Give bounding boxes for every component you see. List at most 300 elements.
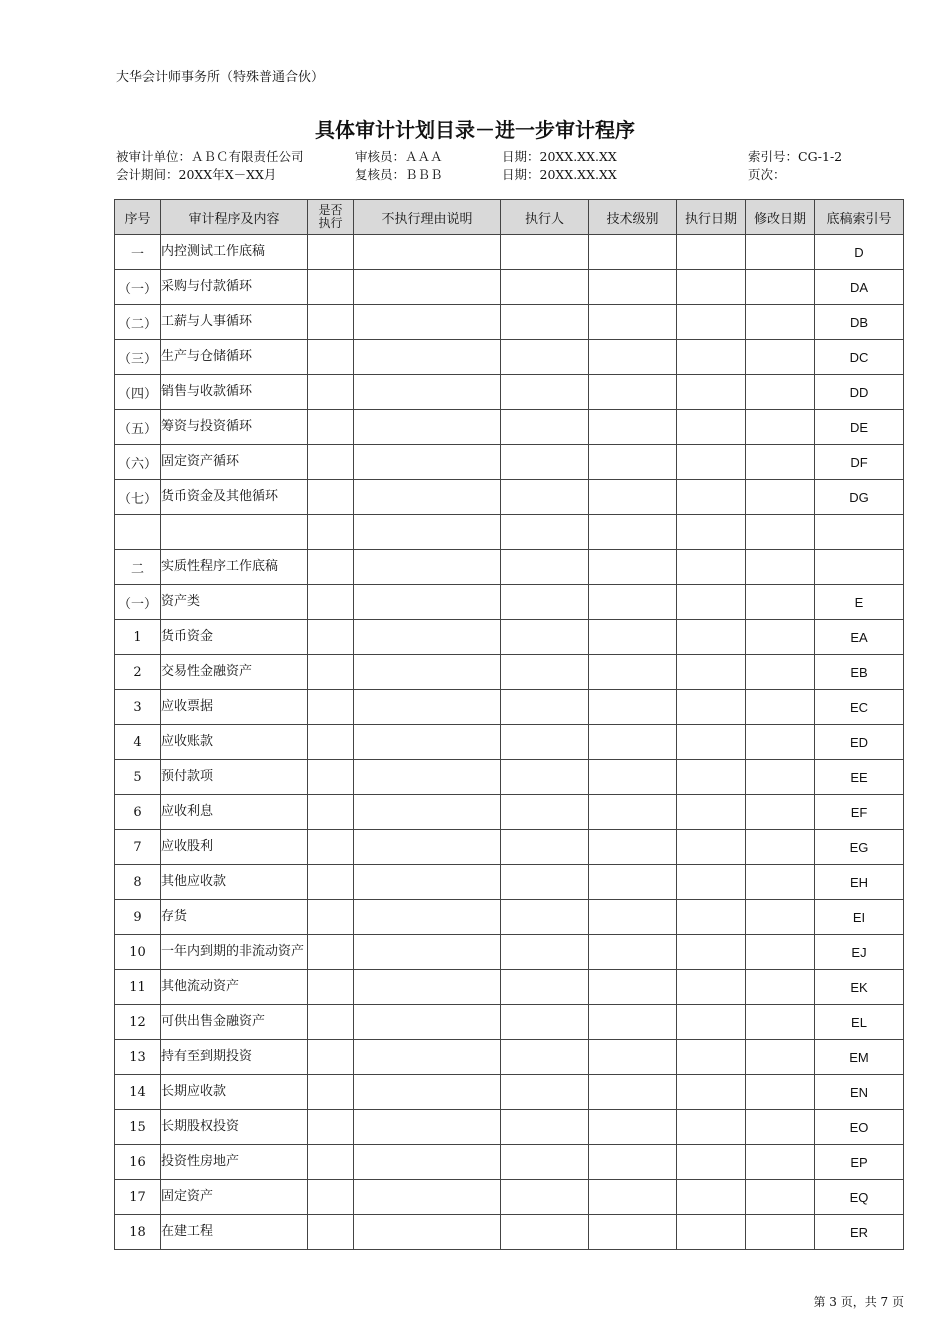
cell-mod-date [746,550,815,585]
col-header-exec-date: 执行日期 [677,200,746,235]
cell-executed [308,375,354,410]
cell-procedure: 其他流动资产 [161,970,308,1005]
cell-seq: （六） [115,445,161,480]
table-row [115,1040,904,1075]
cell-workpaper-index: EC [815,690,904,725]
cell-reason [354,445,501,480]
cell-seq: 7 [115,830,161,865]
table-row [115,340,904,375]
cell-procedure: 存货 [161,900,308,935]
table-row [115,270,904,305]
cell-seq: 5 [115,760,161,795]
table-row [115,1215,904,1250]
table-row [115,620,904,655]
cell-reason [354,655,501,690]
cell-executor [501,1005,589,1040]
cell-reason [354,1145,501,1180]
cell-workpaper-index: DF [815,445,904,480]
cell-executed [308,865,354,900]
col-header-executed: 是否 执行 [308,200,354,235]
cell-executed [308,1180,354,1215]
cell-reason [354,1110,501,1145]
cell-seq: 2 [115,655,161,690]
cell-tech-level [589,445,677,480]
cell-reason [354,515,501,550]
cell-seq: 11 [115,970,161,1005]
cell-reason [354,305,501,340]
cell-procedure: 资产类 [161,585,308,620]
cell-mod-date [746,445,815,480]
cell-workpaper-index: EJ [815,935,904,970]
cell-tech-level [589,410,677,445]
cell-executed [308,410,354,445]
cell-tech-level [589,1040,677,1075]
cell-seq: 14 [115,1075,161,1110]
cell-procedure: 交易性金融资产 [161,655,308,690]
cell-procedure [161,515,308,550]
cell-procedure: 工薪与人事循环 [161,305,308,340]
cell-workpaper-index: EB [815,655,904,690]
cell-executed [308,585,354,620]
cell-seq: 一 [115,235,161,270]
cell-procedure: 预付款项 [161,760,308,795]
cell-executed [308,1040,354,1075]
cell-reason [354,270,501,305]
cell-exec-date [677,900,746,935]
table-row [115,1075,904,1110]
cell-executor [501,935,589,970]
cell-procedure: 应收股利 [161,830,308,865]
cell-executor [501,375,589,410]
cell-exec-date [677,480,746,515]
cell-seq [115,515,161,550]
cell-reason [354,935,501,970]
cell-tech-level [589,1145,677,1180]
cell-seq: （一） [115,270,161,305]
cell-seq: 17 [115,1180,161,1215]
cell-workpaper-index: DB [815,305,904,340]
cell-exec-date [677,1215,746,1250]
cell-reason [354,1215,501,1250]
cell-reason [354,1180,501,1215]
cell-exec-date [677,305,746,340]
cell-executed [308,900,354,935]
cell-exec-date [677,585,746,620]
cell-tech-level [589,900,677,935]
cell-exec-date [677,410,746,445]
cell-tech-level [589,550,677,585]
cell-mod-date [746,340,815,375]
cell-tech-level [589,725,677,760]
cell-executed [308,620,354,655]
cell-executor [501,270,589,305]
cell-executor [501,760,589,795]
cell-executed [308,550,354,585]
cell-workpaper-index: ER [815,1215,904,1250]
cell-seq: 1 [115,620,161,655]
col-header-procedure: 审计程序及内容 [161,200,308,235]
cell-reason [354,1075,501,1110]
cell-procedure: 实质性程序工作底稿 [161,550,308,585]
cell-reason [354,585,501,620]
cell-seq: 12 [115,1005,161,1040]
table-row [115,1005,904,1040]
cell-executed [308,305,354,340]
cell-seq: 18 [115,1215,161,1250]
cell-procedure: 应收账款 [161,725,308,760]
cell-executor [501,1040,589,1075]
cell-workpaper-index: EH [815,865,904,900]
cell-executed [308,1145,354,1180]
cell-mod-date [746,270,815,305]
cell-exec-date [677,270,746,305]
cell-exec-date [677,830,746,865]
cell-workpaper-index: DD [815,375,904,410]
cell-workpaper-index: EG [815,830,904,865]
cell-exec-date [677,235,746,270]
cell-tech-level [589,655,677,690]
cell-tech-level [589,305,677,340]
cell-executor [501,1110,589,1145]
cell-exec-date [677,1075,746,1110]
cell-mod-date [746,305,815,340]
table-row [115,480,904,515]
cell-mod-date [746,970,815,1005]
cell-procedure: 在建工程 [161,1215,308,1250]
cell-mod-date [746,760,815,795]
cell-executor [501,795,589,830]
audit-procedure-table [114,199,904,1250]
cell-workpaper-index: DC [815,340,904,375]
cell-procedure: 筹资与投资循环 [161,410,308,445]
cell-reason [354,970,501,1005]
cell-seq: 15 [115,1110,161,1145]
cell-mod-date [746,655,815,690]
cell-mod-date [746,865,815,900]
cell-mod-date [746,830,815,865]
col-header-workpaper-index: 底稿索引号 [815,200,904,235]
cell-executor [501,305,589,340]
cell-mod-date [746,795,815,830]
cell-reason [354,795,501,830]
auditee-field: 被审计单位：ＡＢＣ有限责任公司 [116,149,304,164]
col-header-mod-date: 修改日期 [746,200,815,235]
cell-executor [501,620,589,655]
table-row [115,725,904,760]
cell-mod-date [746,410,815,445]
cell-reason [354,480,501,515]
cell-tech-level [589,235,677,270]
cell-procedure: 投资性房地产 [161,1145,308,1180]
table-row [115,655,904,690]
cell-seq: （一） [115,585,161,620]
cell-tech-level [589,1215,677,1250]
table-row [115,1180,904,1215]
cell-reason [354,865,501,900]
cell-workpaper-index [815,550,904,585]
page-footer: 第 3 页，共 7 页 [813,1295,904,1309]
cell-executed [308,480,354,515]
cell-tech-level [589,970,677,1005]
cell-mod-date [746,900,815,935]
cell-executor [501,1075,589,1110]
cell-executed [308,655,354,690]
cell-procedure: 固定资产循环 [161,445,308,480]
table-row [115,795,904,830]
cell-mod-date [746,1005,815,1040]
cell-procedure: 持有至到期投资 [161,1040,308,1075]
cell-executed [308,270,354,305]
cell-tech-level [589,480,677,515]
cell-procedure: 固定资产 [161,1180,308,1215]
table-row [115,305,904,340]
cell-executed [308,725,354,760]
cell-executed [308,1215,354,1250]
cell-exec-date [677,375,746,410]
cell-tech-level [589,690,677,725]
cell-mod-date [746,1145,815,1180]
cell-workpaper-index: DG [815,480,904,515]
cell-procedure: 其他应收款 [161,865,308,900]
col-header-reason: 不执行理由说明 [354,200,501,235]
cell-procedure: 可供出售金融资产 [161,1005,308,1040]
cell-seq: 二 [115,550,161,585]
cell-exec-date [677,445,746,480]
table-row [115,585,904,620]
recheck-date-field: 日期：20XX.XX.XX [502,167,617,182]
cell-procedure: 销售与收款循环 [161,375,308,410]
table-row [115,1110,904,1145]
cell-reason [354,1040,501,1075]
cell-executed [308,1005,354,1040]
cell-executor [501,340,589,375]
cell-executed [308,935,354,970]
table-row [115,760,904,795]
cell-executor [501,585,589,620]
cell-seq: 8 [115,865,161,900]
cell-executed [308,970,354,1005]
cell-workpaper-index: DA [815,270,904,305]
page-number-field: 页次： [748,167,786,182]
cell-executed [308,830,354,865]
cell-mod-date [746,620,815,655]
cell-exec-date [677,970,746,1005]
cell-tech-level [589,515,677,550]
cell-exec-date [677,550,746,585]
col-header-tech-level: 技术级别 [589,200,677,235]
cell-exec-date [677,1110,746,1145]
cell-mod-date [746,1180,815,1215]
cell-seq: 6 [115,795,161,830]
table-row [115,1145,904,1180]
cell-tech-level [589,1110,677,1145]
cell-executed [308,340,354,375]
cell-reason [354,620,501,655]
cell-workpaper-index: EL [815,1005,904,1040]
cell-exec-date [677,1180,746,1215]
cell-executed [308,515,354,550]
cell-procedure: 内控测试工作底稿 [161,235,308,270]
cell-procedure: 货币资金及其他循环 [161,480,308,515]
cell-mod-date [746,935,815,970]
cell-tech-level [589,830,677,865]
cell-executed [308,1110,354,1145]
cell-procedure: 长期股权投资 [161,1110,308,1145]
review-date-field: 日期：20XX.XX.XX [502,149,617,164]
cell-workpaper-index: EK [815,970,904,1005]
cell-seq: （五） [115,410,161,445]
cell-exec-date [677,795,746,830]
cell-executor [501,725,589,760]
cell-workpaper-index: EI [815,900,904,935]
table-row [115,410,904,445]
cell-reason [354,340,501,375]
cell-exec-date [677,725,746,760]
cell-exec-date [677,515,746,550]
col-header-seq: 序号 [115,200,161,235]
cell-procedure: 生产与仓储循环 [161,340,308,375]
cell-exec-date [677,1005,746,1040]
cell-mod-date [746,585,815,620]
cell-executor [501,1145,589,1180]
table-row [115,375,904,410]
cell-seq: （二） [115,305,161,340]
cell-mod-date [746,1110,815,1145]
reviewer-field: 审核员：ＡＡＡ [355,149,443,164]
cell-executor [501,830,589,865]
cell-tech-level [589,375,677,410]
cell-reason [354,690,501,725]
cell-workpaper-index: EQ [815,1180,904,1215]
table-row [115,690,904,725]
cell-procedure: 货币资金 [161,620,308,655]
cell-exec-date [677,865,746,900]
cell-seq: 4 [115,725,161,760]
cell-tech-level [589,1075,677,1110]
cell-seq: 3 [115,690,161,725]
cell-executor [501,480,589,515]
cell-exec-date [677,690,746,725]
cell-reason [354,550,501,585]
cell-tech-level [589,795,677,830]
col-header-executor: 执行人 [501,200,589,235]
cell-workpaper-index: EM [815,1040,904,1075]
table-header-row [115,200,904,235]
cell-executed [308,760,354,795]
cell-tech-level [589,585,677,620]
cell-tech-level [589,935,677,970]
cell-mod-date [746,1215,815,1250]
cell-seq: 13 [115,1040,161,1075]
cell-seq: （四） [115,375,161,410]
cell-workpaper-index: DE [815,410,904,445]
cell-workpaper-index: EE [815,760,904,795]
cell-workpaper-index: EP [815,1145,904,1180]
cell-executor [501,1215,589,1250]
cell-mod-date [746,725,815,760]
cell-executor [501,970,589,1005]
cell-seq: （七） [115,480,161,515]
cell-procedure: 采购与付款循环 [161,270,308,305]
cell-executor [501,865,589,900]
cell-seq: 10 [115,935,161,970]
cell-executor [501,445,589,480]
cell-exec-date [677,340,746,375]
cell-workpaper-index: E [815,585,904,620]
cell-procedure: 一年内到期的非流动资产 [161,935,308,970]
table-row [115,865,904,900]
cell-executor [501,900,589,935]
cell-tech-level [589,270,677,305]
cell-executor [501,235,589,270]
cell-exec-date [677,1145,746,1180]
cell-executed [308,795,354,830]
cell-mod-date [746,690,815,725]
cell-tech-level [589,760,677,795]
cell-executor [501,515,589,550]
rechecker-field: 复核员：ＢＢＢ [355,167,443,182]
cell-reason [354,725,501,760]
cell-exec-date [677,655,746,690]
table-row [115,900,904,935]
cell-exec-date [677,620,746,655]
cell-reason [354,235,501,270]
cell-mod-date [746,480,815,515]
table-row [115,235,904,270]
cell-executed [308,690,354,725]
cell-mod-date [746,1075,815,1110]
cell-executed [308,235,354,270]
cell-workpaper-index: D [815,235,904,270]
cell-reason [354,830,501,865]
cell-reason [354,760,501,795]
cell-workpaper-index: EO [815,1110,904,1145]
cell-executor [501,410,589,445]
table-row [115,515,904,550]
table-row [115,970,904,1005]
cell-mod-date [746,1040,815,1075]
cell-tech-level [589,1180,677,1215]
cell-reason [354,1005,501,1040]
cell-exec-date [677,1040,746,1075]
page-title: 具体审计计划目录－进一步审计程序 [315,118,635,142]
cell-tech-level [589,1005,677,1040]
cell-reason [354,900,501,935]
cell-mod-date [746,515,815,550]
cell-mod-date [746,235,815,270]
cell-procedure: 长期应收款 [161,1075,308,1110]
cell-procedure: 应收票据 [161,690,308,725]
cell-procedure: 应收利息 [161,795,308,830]
firm-name: 大华会计师事务所（特殊普通合伙） [116,70,325,85]
table-row [115,830,904,865]
cell-workpaper-index [815,515,904,550]
table-row [115,445,904,480]
cell-workpaper-index: ED [815,725,904,760]
cell-seq: （三） [115,340,161,375]
table-row [115,550,904,585]
cell-seq: 9 [115,900,161,935]
cell-executor [501,655,589,690]
cell-reason [354,375,501,410]
cell-mod-date [746,375,815,410]
cell-executed [308,445,354,480]
index-number-field: 索引号：CG-1-2 [748,149,843,164]
cell-tech-level [589,620,677,655]
cell-workpaper-index: EN [815,1075,904,1110]
cell-executed [308,1075,354,1110]
audit-period-field: 会计期间：20XX年X－XX月 [116,167,277,182]
